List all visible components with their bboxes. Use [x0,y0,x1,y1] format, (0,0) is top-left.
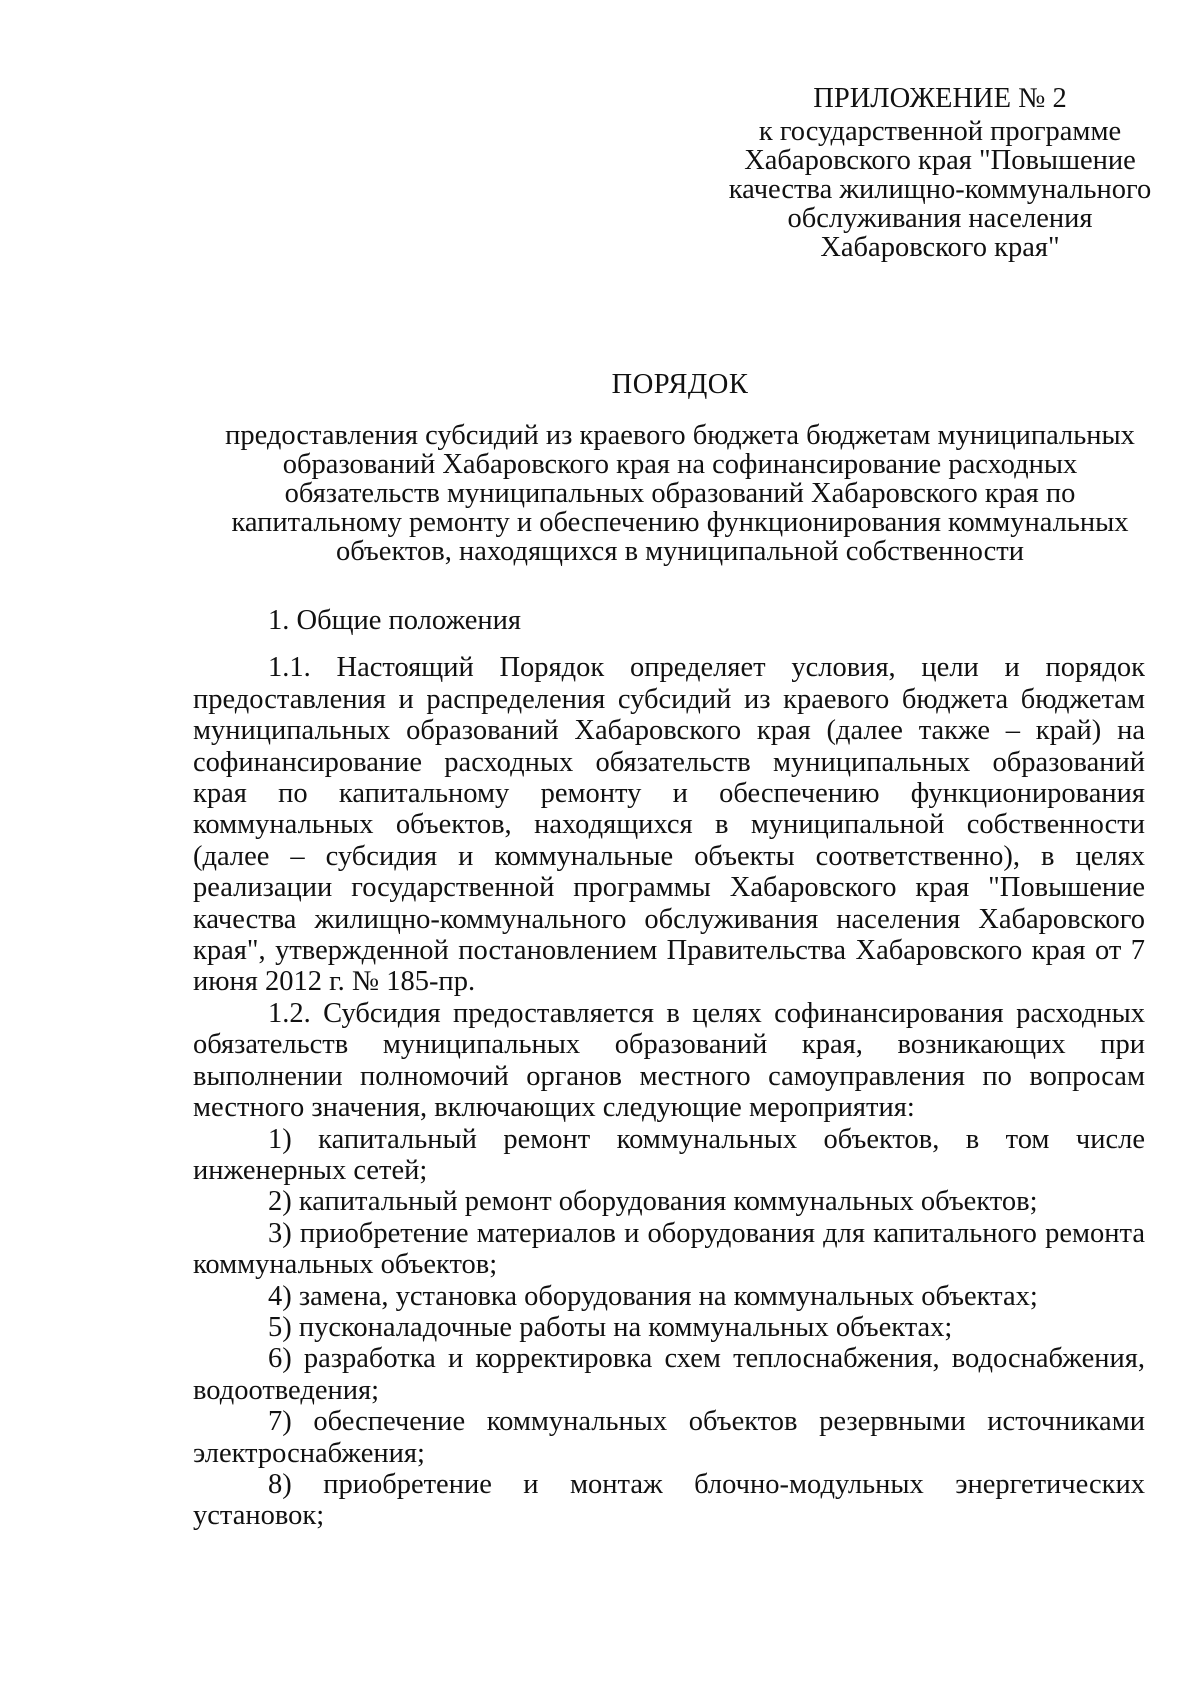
appendix-line: качества жилищно-коммунального [728,174,1152,205]
paragraph: 1.1. Настоящий Порядок определяет условия, цели и порядок предоставления и распределения субсидий из краевого бюджета бюджетам муниципальных образований Хабаровского края (далее также – край) на софинансирование расходных обязательств муниципальных образований края по капитальному ремонту и обеспечению функционирования коммунальных объектов, находящихся в муниципальной собственности (далее – субсидия и коммунальные объекты соответственно), в целях реализации государственной программы Хабаровского края "Повышение качества жилищно-коммунального обслуживания населения Хабаровского края", утвержденной постановлением Правительства Хабаровского края от 7 июня 2012 г. № 185-пр. [193,652,1145,998]
list-item: 4) замена, установка оборудования на коммунальных объектах; [268,1280,1038,1312]
list-item: 1) капитальный ремонт коммунальных объектов, в том числе инженерных сетей; [193,1123,1145,1186]
list-item: 8) приобретение и монтаж блочно-модульных энергетических установок; [193,1468,1145,1532]
document-heading [190,370,1170,566]
subtitle-line: образований Хабаровского края на софинансирование расходных [282,449,1078,480]
document-body [193,605,1145,1532]
subtitle-line: обязательств муниципальных образований Хабаровского края по [284,478,1076,509]
paragraph: 1.2. Субсидия предоставляется в целях софинансирования расходных обязательств муниципальных образований края, возникающих при выполнении полномочий органов местного самоуправления по вопросам местного значения, включающих следующие мероприятия: [193,997,1145,1124]
appendix-line: обслуживания населения [787,203,1093,234]
document-title: ПОРЯДОК [611,369,749,400]
list-item: 7) обеспечение коммунальных объектов резервными источниками электроснабжения; [193,1406,1145,1469]
appendix-line: Хабаровского края "Повышение [744,145,1136,176]
list-item: 3) приобретение материалов и оборудования для капитального ремонта коммунальных объектов; [193,1217,1145,1281]
list-item: 2) капитальный ремонт оборудования коммунальных объектов; [268,1186,1038,1218]
subtitle-line: предоставления субсидий из краевого бюджета бюджетам муниципальных [225,420,1135,451]
appendix-block [700,84,1180,262]
appendix-title: ПРИЛОЖЕНИЕ № 2 [813,83,1067,114]
appendix-line: к государственной программе [758,116,1122,147]
subtitle-line: капитальному ремонту и обеспечению функционирования коммунальных [231,507,1129,538]
list-item: 5) пусконаладочные работы на коммунальных объектах; [268,1311,953,1343]
list-item: 6) разработка и корректировка схем теплоснабжения, водоснабжения, водоотведения; [193,1343,1145,1406]
appendix-line: Хабаровского края" [820,232,1060,263]
subtitle-line: объектов, находящихся в муниципальной собственности [336,536,1024,567]
section-title: 1. Общие положения [268,605,522,636]
